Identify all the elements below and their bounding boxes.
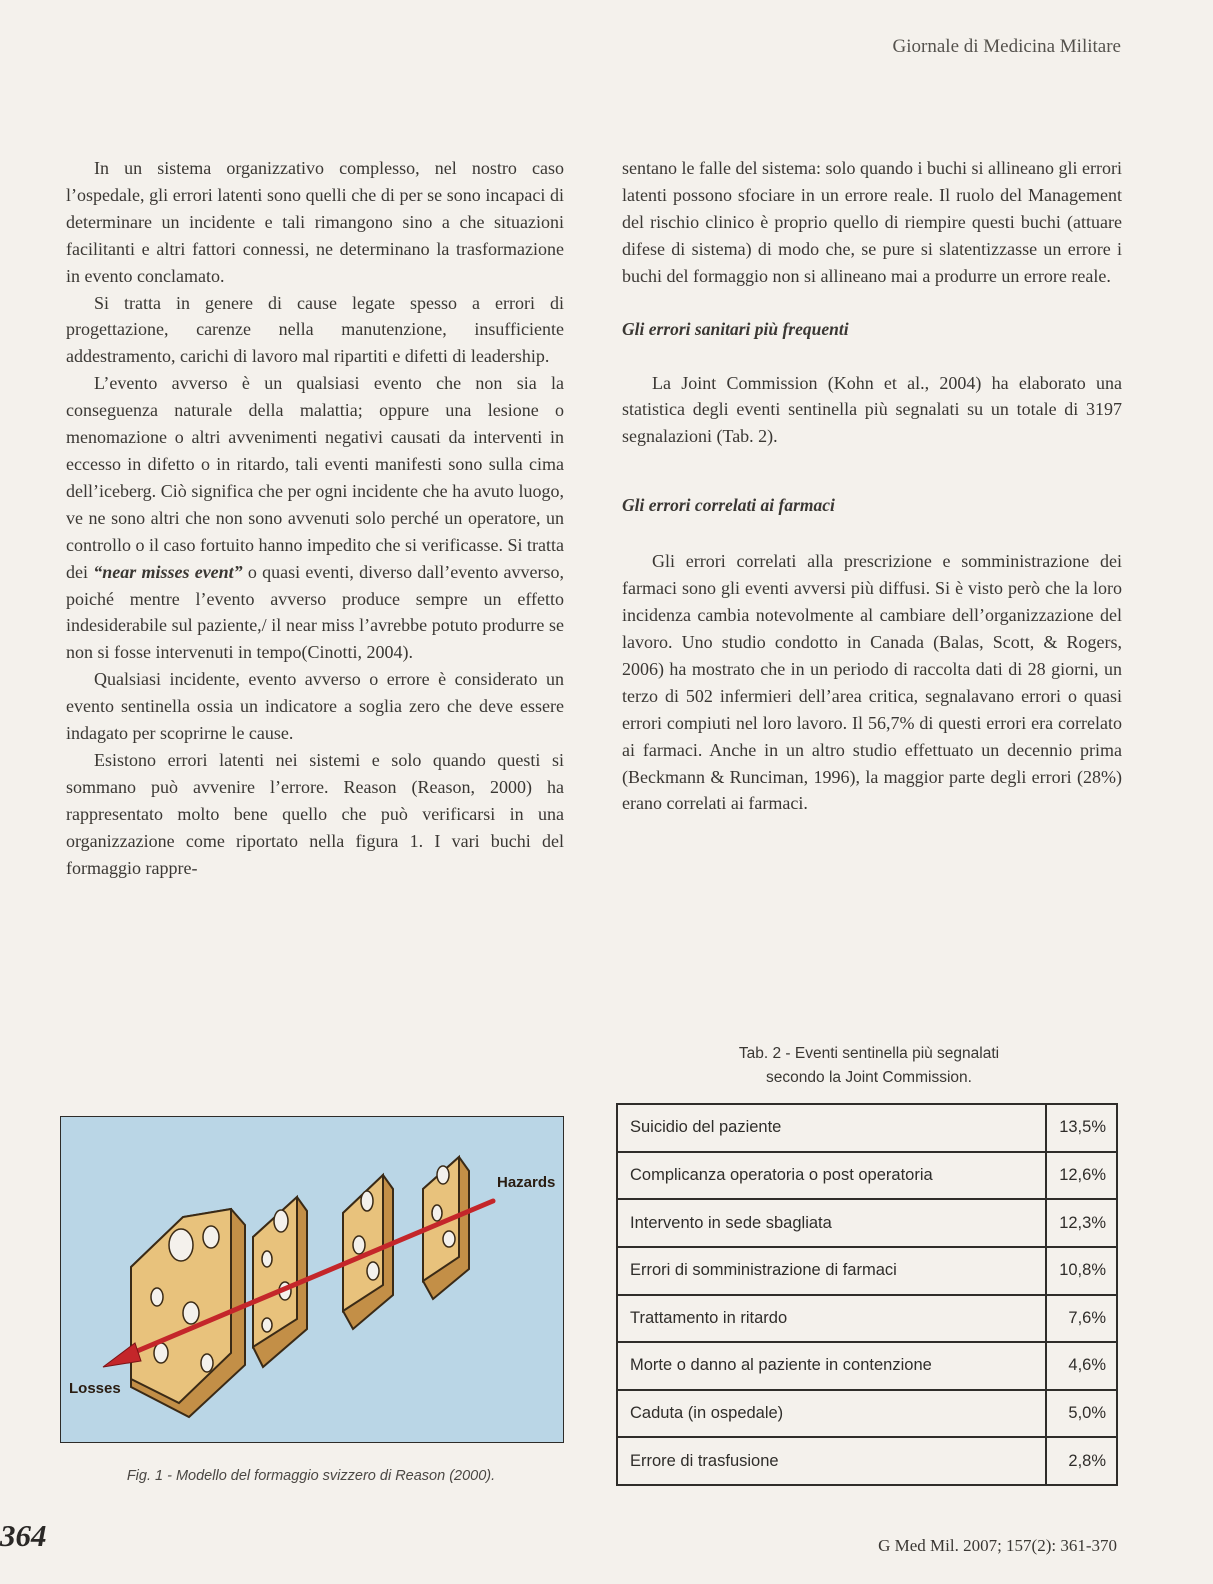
swiss-cheese-illustration xyxy=(61,1117,563,1442)
event-value: 10,8% xyxy=(1046,1247,1117,1295)
swiss-cheese-figure xyxy=(60,1116,564,1443)
section-heading: Gli errori correlati ai farmaci xyxy=(622,495,835,516)
sentinel-events-table xyxy=(616,1103,1118,1486)
table-caption xyxy=(620,1042,1118,1090)
event-label: Morte o danno al paziente in contenzione xyxy=(617,1342,1046,1390)
event-label: Errore di trasfusione xyxy=(617,1437,1046,1485)
paragraph: In un sistema organizzativo complesso, nel nostro caso l’ospedale, gli errori latenti sono quelli che di per se sono incapaci di determinare un incidente e tali rimangono sino a che situazioni facilitanti e altri fattori connessi, ne determinano la trasformazione in evento conclamato. xyxy=(66,158,564,286)
paragraph: Qualsiasi incidente, evento avverso o errore è considerato un evento sentinella ossia un indicatore a soglia zero che deve essere indagato per scoprirne le cause. xyxy=(66,669,564,744)
journal-title: Giornale di Medicina Militare xyxy=(892,36,1121,57)
table-row xyxy=(617,1247,1117,1295)
table-row xyxy=(617,1295,1117,1343)
losses-label: Losses xyxy=(69,1380,121,1397)
event-value: 12,6% xyxy=(1046,1152,1117,1200)
event-label: Intervento in sede sbagliata xyxy=(617,1199,1046,1247)
journal-citation: G Med Mil. 2007; 157(2): 361-370 xyxy=(878,1536,1117,1555)
event-label: Complicanza operatoria o post operatoria xyxy=(617,1152,1046,1200)
emphasis-near-misses: “near misses event” xyxy=(93,561,243,582)
paragraph: La Joint Commission (Kohn et al., 2004) ha elaborato una statistica degli eventi sentinella più segnalati su un totale di 3197 segnalazioni (Tab. 2). xyxy=(622,372,1122,447)
page-number: 364 xyxy=(0,1518,47,1553)
event-label: Caduta (in ospedale) xyxy=(617,1390,1046,1438)
event-value: 12,3% xyxy=(1046,1199,1117,1247)
table-row xyxy=(617,1104,1117,1152)
table-row xyxy=(617,1199,1117,1247)
right-column xyxy=(622,155,1122,817)
table-row xyxy=(617,1342,1117,1390)
figure-caption: Fig. 1 - Modello del formaggio svizzero di Reason (2000). xyxy=(126,1468,496,1484)
paragraph: Esistono errori latenti nei sistemi e solo quando questi si sommano può avvenire l’errore. Reason (Reason, 2000) ha rappresentato molto bene quello che può verificarsi in una organizzazione come riportato nella figura 1. I vari buchi del formaggio rappre- xyxy=(66,749,564,878)
event-value: 2,8% xyxy=(1046,1437,1117,1485)
table-row xyxy=(617,1390,1117,1438)
section-heading: Gli errori sanitari più frequenti xyxy=(622,318,849,339)
paragraph: Si tratta in genere di cause legate spesso a errori di progettazione, carenze nella manutenzione, insufficiente addestramento, carichi di lavoro mal ripartiti e difetti di leadership. xyxy=(66,292,564,367)
paragraph: Gli errori correlati alla prescrizione e somministrazione dei farmaci sono gli eventi avversi più diffusi. Si è visto però che la loro incidenza cambia notevolmente al cambiare dell’organizzazione del lavoro. Uno studio condotto in Canada (Balas, Scott, & Rogers, 2006) ha mostrato che in un periodo di raccolta dati di 28 giorni, un terzo di 502 infermieri dell’area critica, segnalavano errori o quasi errori compiuti nel loro lavoro. Il 56,7% di questi errori era correlato ai farmaci. Anche in un altro studio effettuato un decennio prima (Beckmann & Runciman, 1996), la maggior parte degli errori (28%) erano correlati ai farmaci. xyxy=(622,551,1122,814)
event-value: 13,5% xyxy=(1046,1104,1117,1152)
event-value: 5,0% xyxy=(1046,1390,1117,1438)
table-row xyxy=(617,1152,1117,1200)
event-value: 4,6% xyxy=(1046,1342,1117,1390)
paragraph-text: L’evento avverso è un qualsiasi evento che non sia la conseguenza naturale della malattia; oppure una lesione o menomazione o altri avvenimenti negativi causati da interventi in eccesso in difetto o in ritardo, tali eventi manifesti sono sulla cima dell’iceberg. Ciò significa che per ogni incidente che ha avuto luogo, ve ne sono altri che non sono avvenuti solo perché un operatore, un controllo o il caso fortuito hanno impedito che si verificasse. Si tratta dei xyxy=(66,373,564,582)
table-row xyxy=(617,1437,1117,1485)
paragraph xyxy=(66,370,564,666)
event-value: 7,6% xyxy=(1046,1295,1117,1343)
paragraph-text: o quasi eventi, diverso dall’evento avverso, poiché mentre l’evento avverso produce sempre un effetto indesiderabile sul paziente,/ il near miss l’avrebbe potuto produrre se non si fosse intervenuti in tempo(Cinotti, 2004). xyxy=(66,561,564,663)
table-caption-line2: secondo la Joint Commission. xyxy=(766,1069,972,1086)
hazards-label: Hazards xyxy=(497,1174,556,1191)
paragraph: sentano le falle del sistema: solo quando i buchi si allineano gli errori latenti possono sfociare in un errore reale. Il ruolo del Management del rischio clinico è proprio quello di riempire questi buchi (attuare difese di sistema) di modo che, se pure si slatentizzasse un errore i buchi del formaggio non si allineano mai a produrre un errore reale. xyxy=(622,158,1122,286)
event-label: Errori di somministrazione di farmaci xyxy=(617,1247,1046,1295)
event-label: Suicidio del paziente xyxy=(617,1104,1046,1152)
left-column xyxy=(66,155,564,881)
table-caption-line1: Tab. 2 - Eventi sentinella più segnalati xyxy=(738,1045,1000,1062)
event-label: Trattamento in ritardo xyxy=(617,1295,1046,1343)
